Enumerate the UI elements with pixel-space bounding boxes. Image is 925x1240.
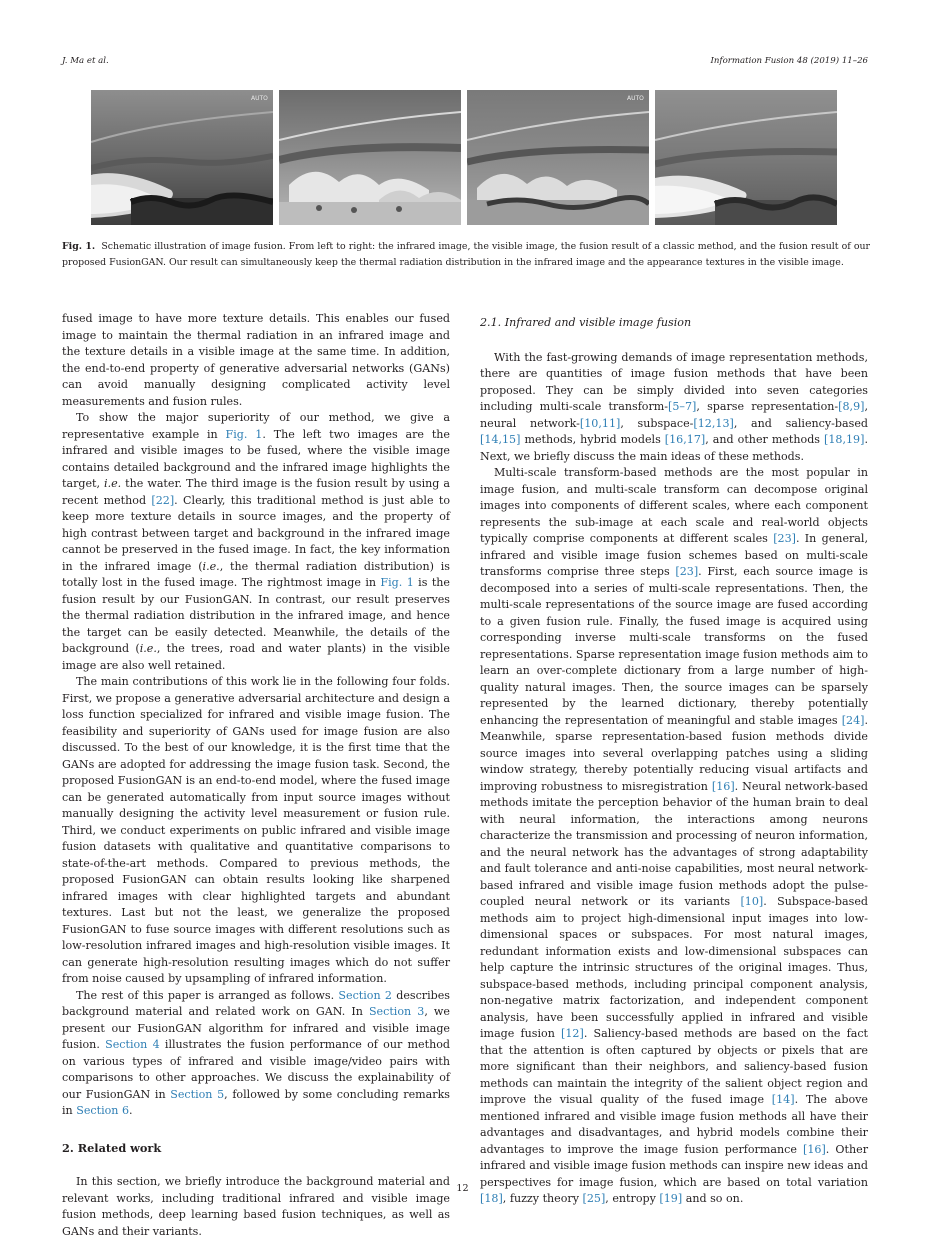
right-column (480, 311, 868, 1208)
subsection-title: 2.1. Infrared and visible image fusion (480, 316, 692, 329)
fusiongan-image (655, 90, 837, 225)
citation-link[interactable]: [18,19] (824, 433, 865, 446)
paragraph: fused image to have more texture details. This enables our fused image to maintain the thermal radiation in an infrared image and the texture details in a visible image at the same time. In addition, the end-to-end property of generative adversarial networks (GANs) can avoid manually designing complicated activity level measurements and fusion rules. (62, 312, 450, 408)
section-link[interactable]: Section 6 (76, 1104, 130, 1117)
citation-link[interactable]: [5–7] (668, 400, 697, 413)
caption-text: Schematic illustration of image fusion. From left to right: the infrared image, the visible image, the fusion result of a classic method, and the fusion result of our proposed FusionGAN. Our result can simultaneously keep the thermal radiation distribution in the infrared image and the appearance textures in the visible image. (62, 241, 870, 268)
paragraph: Multi-scale transform-based methods are the most popular in image fusion, and multi-scale transform can decompose original images into components of different scales, where each component represents the sub-image at each scale and real-world objects typically comprise components at different scales [23]. In general, infrared and visible image fusion schemes based on multi-scale transforms comprise three steps [23]. First, each source image is decomposed into a series of multi-scale representations. Then, the multi-scale representations of the source image are fused according to a given fusion rule. Finally, the fused image is acquired using corresponding inverse multi-scale transforms on the fused representations. Sparse representation image fusion methods aim to learn an over-complete dictionary from a large number of high-quality natural images. Then, the source images can be sparsely represented by the learned dictionary, thereby potentially enhancing the representation of meaningful and stable images [24]. Meanwhile, sparse representation-based fusion methods divide source images into several overlapping patches using a sliding window strategy, thereby potentially reducing visual artifacts and improving robustness to misregistration [16]. Neural network-based methods imitate the perception behavior of the human brain to deal with neural information, the interactions among neurons characterize the transmission and processing of neuron information, and the neural network has the advantages of strong adaptability and fault tolerance and anti-noise capabilities, most neural network-based infrared and visible image fusion methods adopt the pulse-coupled neural network or its variants [10]. Subspace-based methods aim to project high-dimensional input images into low-dimensional spaces or subspaces. For most natural images, redundant information exists and low-dimensional subspaces can help capture the intrinsic structures of the original images. Thus, subspace-based methods, including principal component analysis, non-negative matrix factorization, and independent component analysis, have been successfully applied in infrared and visible image fusion [12]. Saliency-based methods are based on the fact that the attention is often captured by objects or pixels that are more significant than their neighbors, and saliency-based fusion methods can maintain the integrity of the salient object region and improve the visual quality of the fused image [14]. The above mentioned infrared and visible image fusion methods all have their advantages and disadvantages, and hybrid models combine their advantages to improve the image fusion performance [16]. Other infrared and visible image fusion methods can inspire new ideas and perspectives for image fusion, which are based on total variation [18], fuzzy theory [25], entropy [19] and so on. (480, 466, 869, 1205)
citation-link[interactable]: [23] (675, 565, 699, 578)
citation-link[interactable]: [23] (773, 532, 796, 545)
running-header-journal: Information Fusion 48 (2019) 11–26 (710, 56, 868, 66)
citation-link[interactable]: [16,17] (664, 433, 706, 446)
citation-link[interactable]: [16] (711, 779, 735, 793)
citation-link[interactable]: [16] (803, 1142, 826, 1156)
citation-link[interactable]: [19] (659, 1192, 683, 1205)
section-link[interactable]: Section 4 (105, 1038, 160, 1051)
citation-link[interactable]: [10,11] (579, 416, 621, 430)
citation-link[interactable]: [22] (151, 493, 175, 507)
paragraph: To show the major superiority of our method, we give a representative example in Fig. 1. The left two images are the infrared and visible images to be fused, where the visible image contains detailed background and the infrared image highlights the target, i.e. the water. The third image is the fusion result by using a recent method [22]. Clearly, this traditional method is just able to keep more texture details in source images, and the property of high contrast between target and background in the infrared image cannot be preserved in the fused image. In fact, the key information in the infrared image (i.e., the thermal radiation distribution) is totally lost in the fused image. The rightmost image in Fig. 1 is the fusion result by our FusionGAN. In contrast, our result preserves the thermal radiation distribution in the infrared image, and hence the target can be easily detected. Meanwhile, the details of the background (i.e., the trees, road and water plants) in the visible image are also well retained. (62, 411, 451, 672)
classic-fusion-image (467, 90, 649, 225)
figure-link[interactable]: Fig. 1 (380, 576, 414, 589)
auto-overlay-label: AUTO (251, 95, 268, 102)
infrared-image (91, 90, 273, 225)
figure-caption (62, 239, 870, 271)
citation-link[interactable]: [8,9] (838, 400, 865, 413)
citation-link[interactable]: [12] (561, 1027, 584, 1040)
page-number: 12 (456, 1183, 469, 1194)
citation-link[interactable]: [10] (740, 895, 764, 908)
left-column (62, 311, 450, 1240)
citation-link[interactable]: [24] (841, 713, 865, 727)
section-link[interactable]: Section 5 (170, 1087, 225, 1101)
figure-link[interactable]: Fig. 1 (225, 427, 263, 441)
visible-image (279, 90, 461, 225)
section-title: 2. Related work (62, 1140, 162, 1155)
section-link[interactable]: Section 3 (368, 1005, 425, 1018)
citation-link[interactable]: [25] (582, 1192, 606, 1205)
paragraph: In this section, we briefly introduce the background material and relevant works, including traditional infrared and visible image fusion methods, deep learning based fusion techniques, as well as GANs and their variants. (62, 1175, 450, 1238)
section-link[interactable]: Section 2 (338, 988, 392, 1002)
caption-label: Fig. 1. (62, 241, 96, 252)
running-header-authors: J. Ma et al. (62, 56, 109, 66)
paragraph: The main contributions of this work lie in the following four folds. First, we propose a generative adversarial architecture and design a loss function specialized for infrared and visible image fusion. The feasibility and superiority of GANs used for image fusion are also discussed. To the best of our knowledge, it is the first time that the GANs are adopted for addressing the image fusion task. Second, the proposed FusionGAN is an end-to-end model, where the fused image can be generated automatically from input source images without manually designing the activity level measurement or fusion rule. Third, we conduct experiments on public infrared and visible image fusion datasets with qualitative and quantitative comparisons to state-of-the-art methods. Compared to previous methods, the proposed FusionGAN can obtain results looking like sharpened infrared images with clear highlighted targets and abundant textures. Last but not the least, we generalize the proposed FusionGAN to fuse source images with different resolutions such as low-resolution infrared images and high-resolution visible images. It can generate high-resolution resulting images which do not suffer from noise caused by upsampling of infrared information. (62, 675, 450, 985)
citation-link[interactable]: [12,13] (693, 416, 734, 430)
paragraph: The rest of this paper is arranged as follows. Section 2 describes background material and related work on GAN. In Section 3, we present our FusionGAN algorithm for infrared and visible image fusion. Section 4 illustrates the fusion performance of our method on various types of infrared and visible image/video pairs with comparisons to other approaches. We discuss the explainability of our FusionGAN in Section 5, followed by some concluding remarks in Section 6. (62, 988, 451, 1117)
paragraph: With the fast-growing demands of image representation methods, there are quantities of image fusion methods that have been proposed. They can be simply divided into seven categories including multi-scale transform-[5–7], sparse representation-[8,9], neural network-[10,11], subspace-[12,13], and saliency-based [14,15] methods, hybrid models [16,17], and other methods [18,19]. Next, we briefly discuss the main ideas of these methods. (480, 350, 868, 463)
figure-1 (91, 90, 837, 225)
citation-link[interactable]: [18] (480, 1192, 503, 1205)
citation-link[interactable]: [14] (771, 1093, 795, 1106)
auto-overlay-label: AUTO (627, 95, 644, 102)
citation-link[interactable]: [14,15] (480, 433, 521, 446)
